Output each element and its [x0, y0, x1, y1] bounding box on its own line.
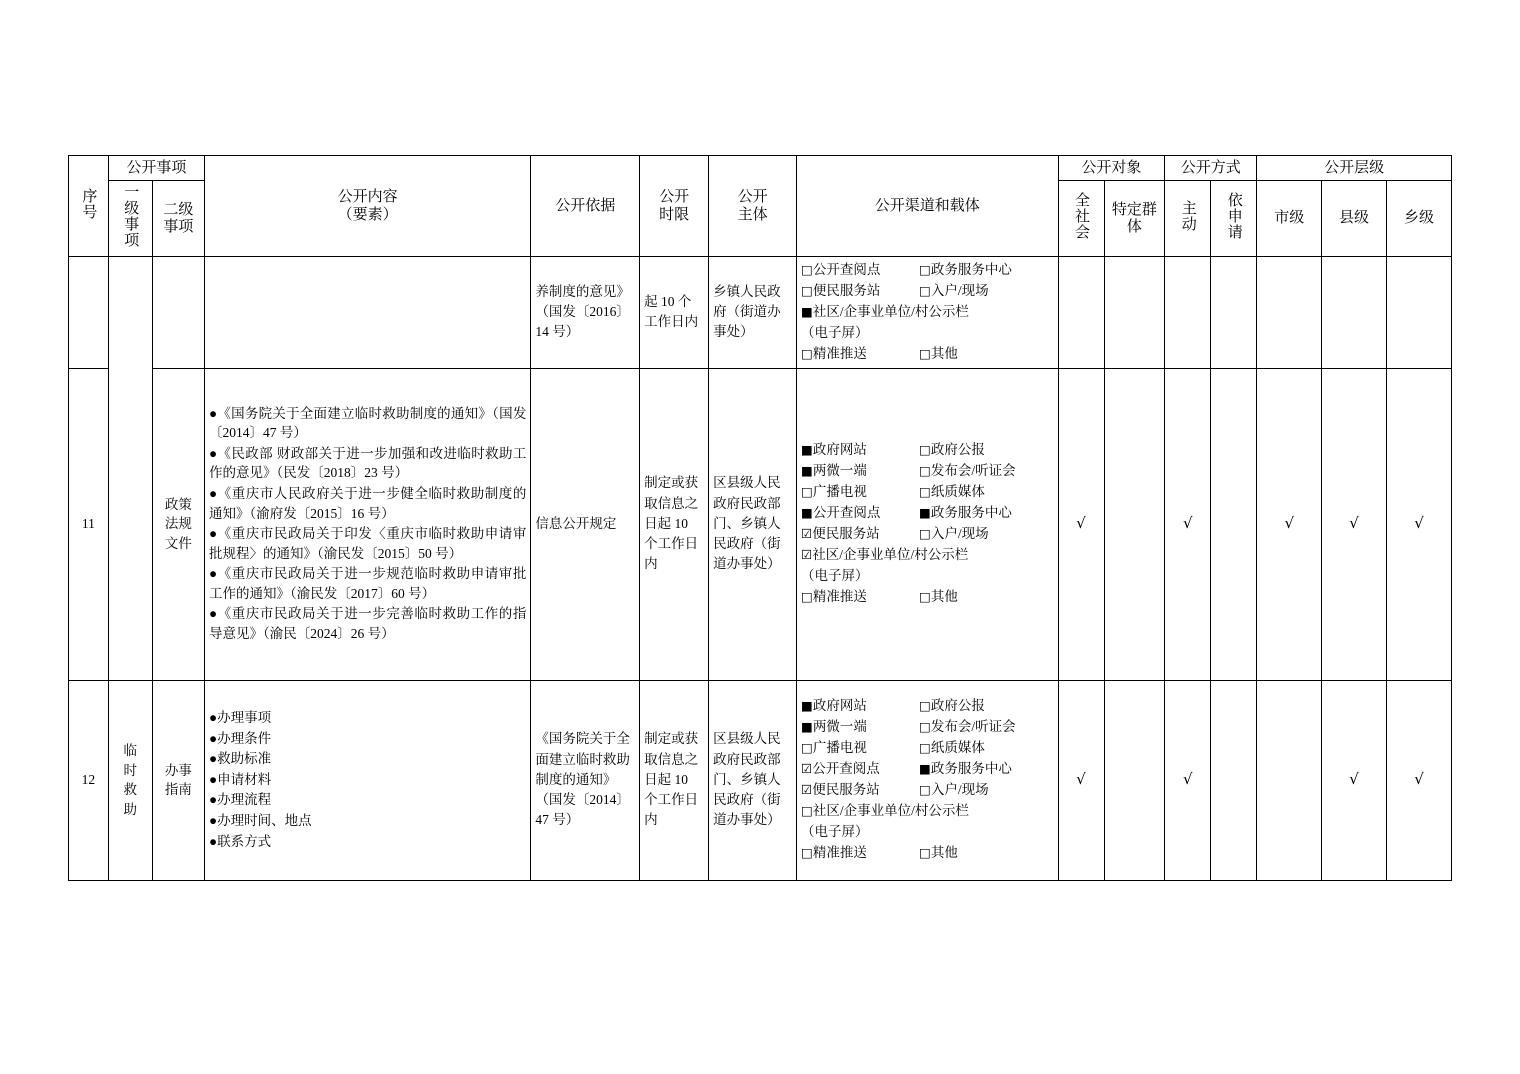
cell-basis: 《国务院关于全面建立临时救助制度的通知》（国发〔2014〕47 号）	[531, 680, 640, 880]
header-basis: 公开依据	[531, 156, 640, 257]
cell-subject: 区县级人民政府民政部门、乡镇人民政府（街道办事处）	[709, 680, 797, 880]
cell-all-society	[1058, 257, 1104, 369]
cell-level2: 政策 法规 文件	[152, 368, 204, 680]
cell-county	[1322, 257, 1387, 369]
cell-city: √	[1257, 368, 1322, 680]
header-specific-group: 特定群体	[1104, 181, 1165, 257]
cell-deadline: 制定或获取信息之日起 10 个工作日内	[640, 680, 709, 880]
cell-content	[204, 368, 530, 680]
table-row	[69, 368, 1452, 680]
cell-subject: 乡镇人民政府（街道办事处）	[709, 257, 797, 369]
header-group-mode: 公开方式	[1165, 156, 1257, 181]
table-row	[69, 680, 1452, 880]
cell-channels: ■政府网站 □政府公报 ■两微一端 □发布会/听证会 □广播电视 □纸质媒体 ☑公开查阅点 ■政务服务中心 ☑便民服务站 □入户/现场 □社区/企事业单位/村公示栏 （电子屏） □精准推送 □其他	[797, 680, 1059, 880]
header-group-items: 公开事项	[108, 156, 204, 181]
cell-deadline: 制定或获取信息之日起 10 个工作日内	[640, 368, 709, 680]
header-subject: 公开 主体	[709, 156, 797, 257]
cell-basis: 养制度的意见》（国发〔2016〕14 号）	[531, 257, 640, 369]
cell-specific-group	[1104, 680, 1165, 880]
list-item: ●办理事项	[208, 710, 272, 726]
header-township: 乡级	[1386, 181, 1451, 257]
cell-active	[1165, 257, 1211, 369]
cell-city	[1257, 680, 1322, 880]
cell-township	[1386, 257, 1451, 369]
cell-channels: ■政府网站 □政府公报 ■两微一端 □发布会/听证会 □广播电视 □纸质媒体 ■公开查阅点 ■政务服务中心 ☑便民服务站 □入户/现场 ☑社区/企事业单位/村公示栏 （电子屏） □精准推送 □其他	[797, 368, 1059, 680]
cell-specific-group	[1104, 368, 1165, 680]
cell-township: √	[1386, 680, 1451, 880]
cell-level1: 临 时 救 助	[108, 680, 152, 880]
header-seq: 序号	[69, 156, 109, 257]
list-item: ●申请材料	[208, 771, 272, 787]
cell-level1-empty	[108, 257, 152, 681]
table-header-row-1	[69, 156, 1452, 181]
reference-item: ●《重庆市民政局关于印发〈重庆市临时救助申请审批规程〉的通知》（渝民发〔2015〕50 号）	[208, 526, 527, 561]
disclosure-table	[68, 155, 1452, 881]
header-active: 主动	[1165, 181, 1211, 257]
list-item: ●办理条件	[208, 730, 272, 746]
cell-township: √	[1386, 368, 1451, 680]
cell-content	[204, 680, 530, 880]
header-all-society: 全社会	[1058, 181, 1104, 257]
header-level1: 一级事项	[108, 181, 152, 257]
cell-seq	[69, 257, 109, 369]
cell-active: √	[1165, 680, 1211, 880]
list-item: ●办理流程	[208, 792, 272, 808]
reference-item: ●《重庆市民政局关于进一步完善临时救助工作的指导意见》（渝民〔2024〕26 号）	[208, 606, 527, 641]
header-content: 公开内容 （要素）	[204, 156, 530, 257]
cell-seq: 12	[69, 680, 109, 880]
reference-item: ●《重庆市民政局关于进一步规范临时救助申请审批工作的通知》（渝民发〔2017〕60 号）	[208, 566, 527, 601]
table-row	[69, 257, 1452, 369]
cell-county: √	[1322, 680, 1387, 880]
header-county: 县级	[1322, 181, 1387, 257]
cell-all-society: √	[1058, 368, 1104, 680]
cell-channels: □公开查阅点 □政务服务中心 □便民服务站 □入户/现场 ■社区/企事业单位/村公示栏 （电子屏） □精准推送 □其他	[797, 257, 1059, 369]
cell-on-request	[1211, 257, 1257, 369]
cell-on-request	[1211, 680, 1257, 880]
cell-city	[1257, 257, 1322, 369]
header-on-request: 依申请	[1211, 181, 1257, 257]
header-level2: 二级事项	[152, 181, 204, 257]
cell-all-society: √	[1058, 680, 1104, 880]
cell-subject: 区县级人民政府民政部门、乡镇人民政府（街道办事处）	[709, 368, 797, 680]
list-item: ●联系方式	[208, 833, 272, 849]
header-group-level: 公开层级	[1257, 156, 1452, 181]
list-item: ●救助标准	[208, 751, 272, 767]
cell-level2	[152, 257, 204, 369]
reference-item: ●《重庆市人民政府关于进一步健全临时救助制度的通知》（渝府发〔2015〕16 号）	[208, 485, 527, 521]
cell-content	[204, 257, 530, 369]
cell-active: √	[1165, 368, 1211, 680]
list-item: ●办理时间、地点	[208, 812, 312, 828]
cell-on-request	[1211, 368, 1257, 680]
cell-basis: 信息公开规定	[531, 368, 640, 680]
cell-level2: 办事 指南	[152, 680, 204, 880]
header-group-object: 公开对象	[1058, 156, 1165, 181]
header-channel: 公开渠道和载体	[797, 156, 1059, 257]
cell-specific-group	[1104, 257, 1165, 369]
reference-item: ●《民政部 财政部关于进一步加强和改进临时救助工作的意见》（民发〔2018〕23 号）	[208, 445, 527, 481]
cell-county: √	[1322, 368, 1387, 680]
header-city: 市级	[1257, 181, 1322, 257]
reference-item: ●《国务院关于全面建立临时救助制度的通知》（国发〔2014〕47 号）	[208, 405, 527, 441]
header-deadline: 公开 时限	[640, 156, 709, 257]
cell-seq: 11	[69, 368, 109, 680]
cell-deadline: 起 10 个工作日内	[640, 257, 709, 369]
